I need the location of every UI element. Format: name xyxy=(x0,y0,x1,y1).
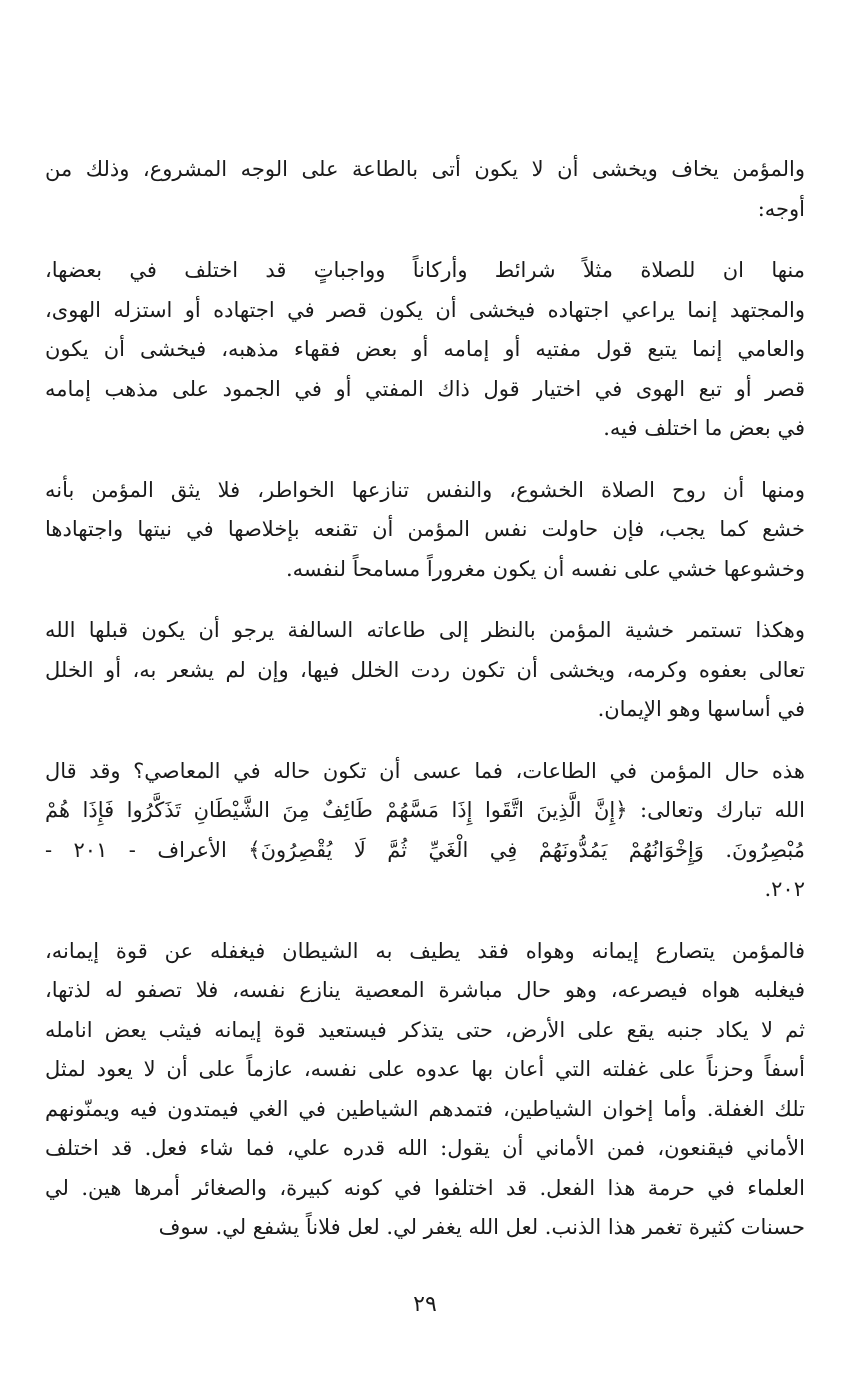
text-line: ثم لا يكاد جنبه يقع على الأرض، حتى يتذكر فيستعيد قوة إيمانه فيثب يعض انامله xyxy=(45,1017,805,1042)
text-line: خشع كما يجب، فإن حاولت نفس المؤمن أن تقنعه بإخلاصها في نيتها واجتهادها xyxy=(45,517,805,541)
page-number: ٢٩ xyxy=(413,1292,437,1317)
paragraph xyxy=(45,251,805,449)
text-line: وهكذا تستمر خشية المؤمن بالنظر إلى طاعاته السالفة يرجو أن يكون قبلها الله xyxy=(45,618,805,642)
text-line: الله تبارك وتعالى: ﴿إِنَّ الَّذِينَ اتَّقَوا إِذَا مَسَّهُمْ طَائِفٌ مِنَ الشَّيْطَانِ تَذَكَّرُوا فَإِذَا هُمْ xyxy=(45,798,805,822)
paragraph xyxy=(45,471,805,590)
paragraph xyxy=(45,150,805,229)
text-line: أوجه: xyxy=(757,196,805,221)
text-line: قصر أو تبع الهوى في اختيار قول ذاك المفتي أو في الجمود على مذهب إمامه xyxy=(45,376,805,401)
paragraph xyxy=(45,752,805,910)
text-line: العلماء في حرمة هذا الفعل. قد اختلفوا في كونه كبيرة، والصغائر أمرها هين. لي xyxy=(45,1175,805,1200)
text-line: فالمؤمن يتصارع إيمانه وهواه فقد يطيف به الشيطان فيغفله عن قوة إيمانه، xyxy=(45,938,805,963)
paragraph xyxy=(45,611,805,730)
text-line: فيغلبه هواه فيصرعه، وهو حال مباشرة المعصية ينازع نفسه، فلا تصفو له لذتها، xyxy=(45,978,805,1002)
text-line: هذه حال المؤمن في الطاعات، فما عسى أن تكون حاله في المعاصي؟ وقد قال xyxy=(45,758,805,783)
text-line: ومنها أن روح الصلاة الخشوع، والنفس تنازعها الخواطر، فلا يثق المؤمن بأنه xyxy=(45,477,805,502)
text-line: تلك الغفلة. وأما إخوان الشياطين، فتمدهم الشياطين في الغي فيمتدون فيه ويمنّونهم xyxy=(45,1096,805,1121)
paragraph xyxy=(45,932,805,1248)
text-line: حسنات كثيرة تغمر هذا الذنب. لعل الله يغفر لي. لعل فلاناً يشفع لي. سوف xyxy=(158,1215,805,1239)
text-line: منها ان للصلاة مثلاً شرائط وأركاناً وواجباتٍ قد اختلف في بعضها، xyxy=(45,258,805,282)
page-body xyxy=(45,150,805,1270)
text-line: تعالى بعفوه وكرمه، ويخشى أن تكون ردت الخلل فيها، وإن لم يشعر به، أو الخلل xyxy=(45,657,805,682)
text-line: والمجتهد إنما يراعي اجتهاده فيخشى أن يكون قصر في اجتهاده أو استزله الهوى، xyxy=(45,297,805,322)
text-line: ٢٠٢. xyxy=(764,877,805,901)
text-line: والعامي إنما يتبع قول مفتيه أو إمامه أو بعض فقهاء مذهبه، فيخشى أن يكون xyxy=(45,337,805,361)
text-line: وخشوعها خشي على نفسه أن يكون مغروراً مسامحاً لنفسه. xyxy=(285,556,805,581)
text-line: الأماني فيقنعون، فمن الأماني أن يقول: الله قدره علي، فما شاء فعل. قد اختلف xyxy=(45,1136,805,1160)
text-line: في أساسها وهو الإيمان. xyxy=(597,697,805,721)
text-line: أسفاً وحزناً على غفلته التي أعان بها عدوه على نفسه، عازماً على أن لا يعود لمثل xyxy=(45,1057,805,1081)
text-line: والمؤمن يخاف ويخشى أن لا يكون أتى بالطاعة على الوجه المشروع، وذلك من xyxy=(45,157,805,181)
text-line: مُبْصِرُونَ. وَإِخْوَانُهُمْ يَمُدُّونَهُمْ فِي الْغَيِّ ثُمَّ لَا يُقْصِرُونَ﴾ الأعراف - ٢٠١ - xyxy=(45,837,805,862)
text-line: في بعض ما اختلف فيه. xyxy=(603,416,805,440)
